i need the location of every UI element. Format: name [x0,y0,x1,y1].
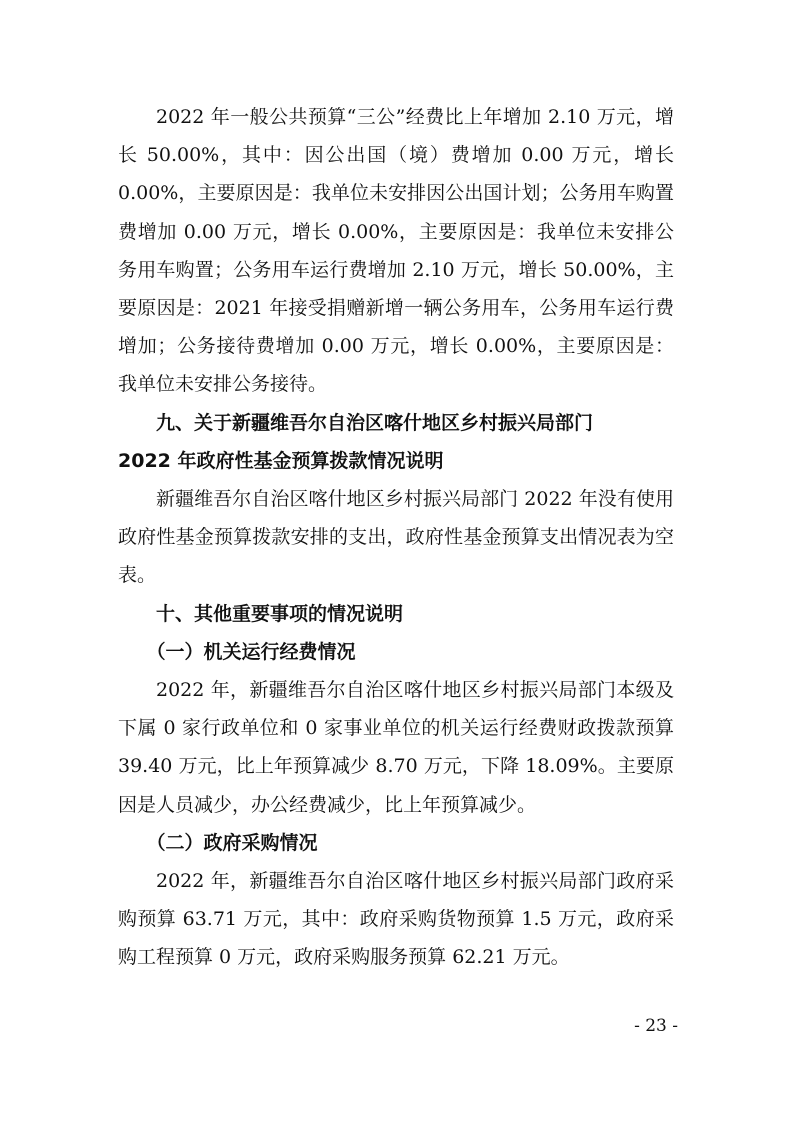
paragraph-operating-expenses: 2022 年，新疆维吾尔自治区喀什地区乡村振兴局部门本级及下属 0 家行政单位和 0 家事业单位的机关运行经费财政拨款预算 39.40 万元，比上年预算减少 8.70 万元，下降 18.09%。主要原因是人员减少，办公经费减少，比上年预算减少。 [118,679,674,816]
paragraph-government-procurement: 2022 年，新疆维吾尔自治区喀什地区乡村振兴局部门政府采购预算 63.71 万元，其中：政府采购货物预算 1.5 万元，政府采购工程预算 0 万元，政府采购服务预算 62.21 万元。 [118,870,674,969]
paragraph-government-fund: 新疆维吾尔自治区喀什地区乡村振兴局部门 2022 年没有使用政府性基金预算拨款安排的支出，政府性基金预算支出情况表为空表。 [118,488,674,587]
section-heading-nine [118,404,674,480]
page-number: - 23 - [634,1016,678,1036]
section-heading-nine-line2: 2022 年政府性基金预算拨款情况说明 [118,449,444,472]
subheading-government-procurement: （二）政府采购情况 [146,831,318,854]
subheading-operating-expenses: （一）机关运行经费情况 [146,640,356,663]
document-body [118,98,674,977]
section-heading-nine-line1: 九、关于新疆维吾尔自治区喀什地区乡村振兴局部门 [156,411,594,434]
section-heading-ten: 十、其他重要事项的情况说明 [156,602,404,625]
paragraph-three-public-expenses: 2022 年一般公共预算“三公”经费比上年增加 2.10 万元，增长 50.00%，其中：因公出国（境）费增加 0.00 万元，增长 0.00%，主要原因是：我单位未安排因公出国计划；公务用车购置费增加 0.00 万元，增长 0.00%，主要原因是：我单位未安排公务用车购置；公务用车运行费增加 2.10 万元，增长 50.00%，主要原因是：2021 年接受捐赠新增一辆公务用车，公务用车运行费增加；公务接待费增加 0.00 万元，增长 0.00%，主要原因是：我单位未安排公务接待。 [118,106,674,396]
